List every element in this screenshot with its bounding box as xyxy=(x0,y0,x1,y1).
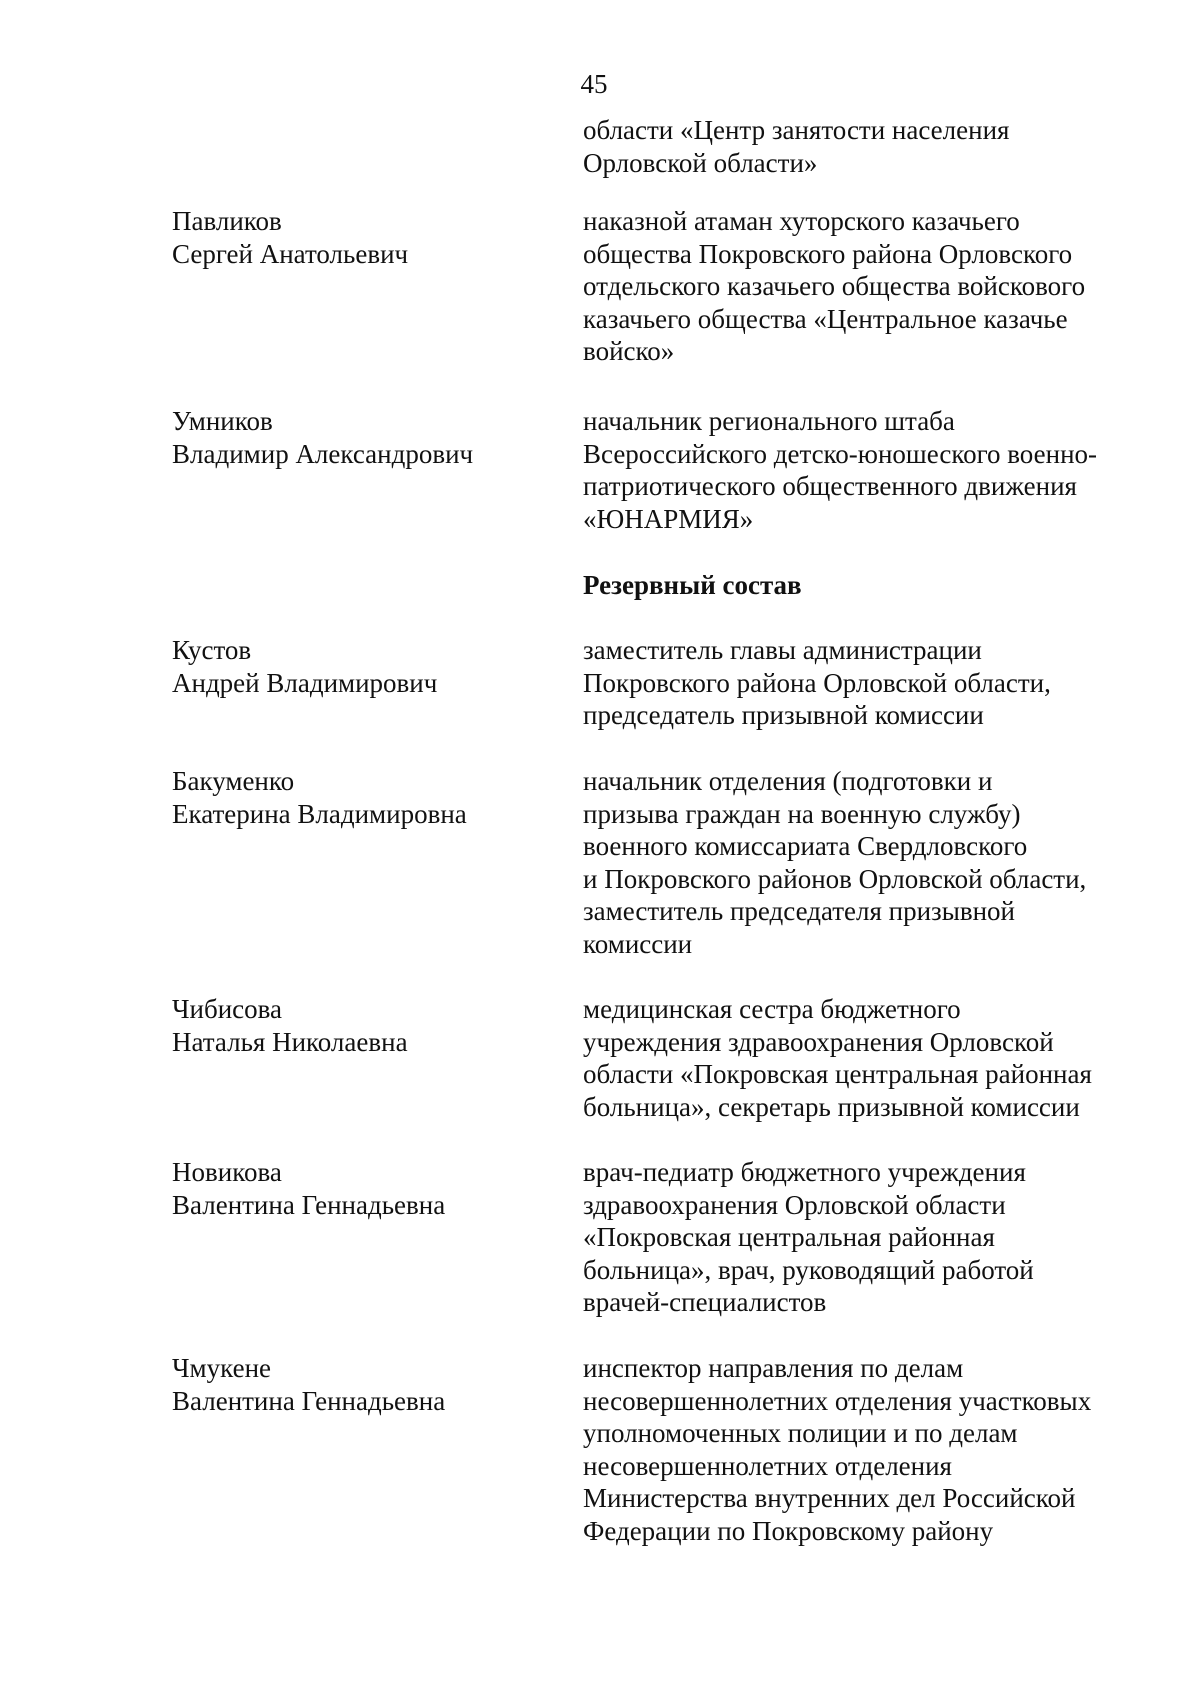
position-line: наказной атаман хуторского казачьего xyxy=(583,206,1020,236)
continued-description xyxy=(583,114,1009,179)
member-surname: Павликов xyxy=(172,206,282,236)
member-given-names: Владимир Александрович xyxy=(172,438,474,469)
member-position xyxy=(583,1352,1091,1548)
member-given-names: Екатерина Владимировна xyxy=(172,798,467,829)
position-line: войско» xyxy=(583,336,675,367)
member-given-names: Наталья Николаевна xyxy=(172,1026,408,1057)
position-line: начальник регионального штаба xyxy=(583,406,955,436)
member-position xyxy=(583,205,1085,368)
position-line: военного комиссариата Свердловского xyxy=(583,831,1028,862)
position-line: начальник отделения (подготовки и xyxy=(583,766,993,796)
page-number: 45 xyxy=(580,69,608,99)
position-line: «Покровская центральная районная xyxy=(583,1222,995,1253)
position-line: председатель призывной комиссии xyxy=(583,700,984,731)
position-line: Министерства внутренних дел Российской xyxy=(583,1483,1076,1514)
position-line: больница», врач, руководящий работой xyxy=(583,1254,1034,1285)
position-line: врач-педиатр бюджетного учреждения xyxy=(583,1157,1026,1187)
member-position xyxy=(583,405,1097,535)
member-position xyxy=(583,765,1086,961)
member-name xyxy=(172,405,473,470)
position-line: «ЮНАРМИЯ» xyxy=(583,503,754,534)
position-line: патриотического общественного движения xyxy=(583,471,1077,502)
position-line: уполномоченных полиции и по делам xyxy=(583,1418,1018,1449)
position-line: учреждения здравоохранения Орловской xyxy=(583,1026,1054,1057)
position-line: общества Покровского района Орловского xyxy=(583,238,1073,269)
position-line: Федерации по Покровскому району xyxy=(583,1515,994,1546)
member-surname: Кустов xyxy=(172,635,252,665)
position-line: врачей-специалистов xyxy=(583,1287,827,1318)
description-line: Орловской области» xyxy=(583,147,818,178)
position-line: казачьего общества «Центральное казачье xyxy=(583,303,1068,334)
member-name xyxy=(172,993,408,1058)
member-surname: Новикова xyxy=(172,1157,282,1187)
position-line: заместитель председателя призывной xyxy=(583,896,1015,927)
member-name xyxy=(172,1352,445,1417)
position-line: и Покровского районов Орловской области, xyxy=(583,863,1087,894)
position-line: Покровского района Орловской области, xyxy=(583,667,1051,698)
section-heading: Резервный состав xyxy=(583,570,802,600)
position-line: отдельского казачьего общества войскового xyxy=(583,271,1086,302)
member-name xyxy=(172,1156,445,1221)
position-line: медицинская сестра бюджетного xyxy=(583,994,961,1024)
position-line: несовершеннолетних отделения участковых xyxy=(583,1385,1092,1416)
member-position xyxy=(583,993,1092,1123)
position-line: комиссии xyxy=(583,928,693,959)
position-line: Всероссийского детско-юношеского военно- xyxy=(583,438,1098,469)
member-surname: Чибисова xyxy=(172,994,283,1024)
position-line: заместитель главы администрации xyxy=(583,635,982,665)
member-position xyxy=(583,1156,1034,1319)
position-line: инспектор направления по делам xyxy=(583,1353,964,1383)
position-line: области «Покровская центральная районная xyxy=(583,1059,1092,1090)
position-line: больница», секретарь призывной комиссии xyxy=(583,1091,1080,1122)
member-name xyxy=(172,765,467,830)
member-name xyxy=(172,205,408,270)
member-surname: Бакуменко xyxy=(172,766,295,796)
member-given-names: Валентина Геннадьевна xyxy=(172,1189,446,1220)
position-line: здравоохранения Орловской области xyxy=(583,1189,1006,1220)
member-name xyxy=(172,634,437,699)
member-given-names: Сергей Анатольевич xyxy=(172,238,409,269)
member-given-names: Валентина Геннадьевна xyxy=(172,1385,446,1416)
member-surname: Чмукене xyxy=(172,1353,271,1383)
member-surname: Умников xyxy=(172,406,273,436)
position-line: призыва граждан на военную службу) xyxy=(583,798,1021,829)
member-position xyxy=(583,634,1051,732)
member-given-names: Андрей Владимирович xyxy=(172,667,438,698)
description-line: области «Центр занятости населения xyxy=(583,115,1010,145)
position-line: несовершеннолетних отделения xyxy=(583,1450,952,1481)
